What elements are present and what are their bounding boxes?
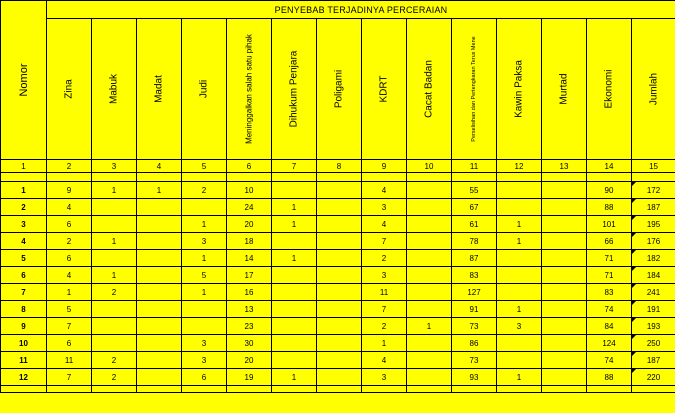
table-cell	[137, 233, 182, 250]
table-cell: 74	[587, 301, 632, 318]
nomor-label: Nomor	[17, 63, 30, 97]
spacer-cell	[1, 173, 47, 182]
row-number: 3	[1, 216, 47, 233]
table-cell: 71	[587, 267, 632, 284]
total-cell: 241	[632, 284, 675, 301]
column-number: 6	[227, 160, 272, 173]
table-cell	[542, 267, 587, 284]
table-cell	[542, 216, 587, 233]
table-cell: 3	[362, 199, 407, 216]
table-cell: 7	[362, 301, 407, 318]
spacer-cell	[92, 386, 137, 393]
table-row	[1, 284, 675, 301]
column-header	[497, 19, 542, 160]
table-cell	[317, 250, 362, 267]
table-cell: 2	[182, 182, 227, 199]
column-header	[407, 19, 452, 160]
table-cell: 3	[182, 352, 227, 369]
table-cell: 20	[227, 352, 272, 369]
column-header	[587, 19, 632, 160]
table-cell: 101	[587, 216, 632, 233]
table-cell: 66	[587, 233, 632, 250]
table-cell: 86	[452, 335, 497, 352]
table-cell: 78	[452, 233, 497, 250]
table-cell: 16	[227, 284, 272, 301]
spacer-cell	[497, 173, 542, 182]
table-cell: 91	[452, 301, 497, 318]
column-header	[182, 19, 227, 160]
total-cell: 193	[632, 318, 675, 335]
spacer-cell	[92, 173, 137, 182]
table-cell: 90	[587, 182, 632, 199]
table-cell	[137, 284, 182, 301]
table-cell: 5	[47, 301, 92, 318]
total-cell: 187	[632, 352, 675, 369]
column-number: 12	[497, 160, 542, 173]
table-cell	[317, 233, 362, 250]
table-cell	[272, 335, 317, 352]
table-cell: 71	[587, 250, 632, 267]
table-cell	[92, 199, 137, 216]
column-header-label: Perselisihan dan Pertengkaran Terus Mene	[471, 36, 477, 142]
table-cell	[542, 369, 587, 386]
table-cell: 30	[227, 335, 272, 352]
table-cell	[407, 352, 452, 369]
table-cell	[182, 199, 227, 216]
table-cell: 3	[362, 369, 407, 386]
column-number: 8	[317, 160, 362, 173]
column-header	[452, 19, 497, 160]
table-cell: 11	[47, 352, 92, 369]
table-title: PENYEBAB TERJADINYA PERCERAIAN	[47, 1, 675, 19]
table-cell: 2	[362, 318, 407, 335]
column-number: 14	[587, 160, 632, 173]
column-header-label: Cacat Badan	[423, 60, 435, 118]
row-number: 7	[1, 284, 47, 301]
spacer-cell	[407, 386, 452, 393]
table-cell: 73	[452, 352, 497, 369]
table-row	[1, 233, 675, 250]
table-cell	[272, 233, 317, 250]
table-row	[1, 335, 675, 352]
table-cell: 1	[272, 216, 317, 233]
spacer-cell	[272, 386, 317, 393]
spacer-cell	[452, 173, 497, 182]
column-header-label: Jumlah	[648, 72, 660, 106]
table-cell	[272, 318, 317, 335]
table-cell: 127	[452, 284, 497, 301]
row-number: 5	[1, 250, 47, 267]
table-row	[1, 301, 675, 318]
table-cell	[317, 369, 362, 386]
table-row	[1, 352, 675, 369]
table-cell	[542, 335, 587, 352]
table-cell: 61	[452, 216, 497, 233]
table-cell: 24	[227, 199, 272, 216]
table-cell	[407, 301, 452, 318]
table-cell	[137, 267, 182, 284]
spacer-cell	[182, 386, 227, 393]
spacer-cell	[227, 386, 272, 393]
table-cell: 1	[92, 182, 137, 199]
table-cell: 88	[587, 369, 632, 386]
spacer-cell	[362, 386, 407, 393]
spacer-cell	[272, 173, 317, 182]
table-cell: 1	[182, 284, 227, 301]
table-cell	[137, 199, 182, 216]
table-cell	[272, 182, 317, 199]
table-row	[1, 199, 675, 216]
table-cell: 1	[497, 369, 542, 386]
column-header	[362, 19, 407, 160]
table-cell	[137, 216, 182, 233]
table-cell	[497, 199, 542, 216]
table-cell: 5	[182, 267, 227, 284]
total-cell: 184	[632, 267, 675, 284]
table-cell	[317, 199, 362, 216]
column-number: 3	[92, 160, 137, 173]
table-cell	[317, 301, 362, 318]
column-header-label: KDRT	[378, 75, 390, 103]
total-cell: 220	[632, 369, 675, 386]
table-cell	[497, 182, 542, 199]
table-cell: 55	[452, 182, 497, 199]
table-cell: 10	[227, 182, 272, 199]
table-cell	[92, 250, 137, 267]
column-header-label: Meninggalkan salah satu pihak	[244, 34, 254, 144]
table-cell: 1	[137, 182, 182, 199]
table-cell: 4	[47, 267, 92, 284]
row-number: 1	[1, 182, 47, 199]
table-cell: 18	[227, 233, 272, 250]
table-cell: 19	[227, 369, 272, 386]
table-cell	[317, 352, 362, 369]
column-header-label: Mabuk	[108, 73, 120, 105]
table-cell: 87	[452, 250, 497, 267]
table-cell: 3	[182, 233, 227, 250]
row-number: 10	[1, 335, 47, 352]
table-row	[1, 216, 675, 233]
spacer-cell	[632, 386, 675, 393]
total-cell: 172	[632, 182, 675, 199]
table-cell: 2	[92, 369, 137, 386]
spacer-cell	[182, 173, 227, 182]
column-number: 1	[1, 160, 47, 173]
spacer-cell	[317, 386, 362, 393]
table-cell: 7	[362, 233, 407, 250]
table-cell: 93	[452, 369, 497, 386]
row-number: 9	[1, 318, 47, 335]
column-header	[272, 19, 317, 160]
table-cell	[317, 318, 362, 335]
table-cell: 23	[227, 318, 272, 335]
spacer-cell	[497, 386, 542, 393]
table-cell: 67	[452, 199, 497, 216]
table-cell: 1	[182, 216, 227, 233]
column-header	[137, 19, 182, 160]
table-cell	[542, 301, 587, 318]
table-cell	[542, 284, 587, 301]
column-number: 15	[632, 160, 675, 173]
total-cell: 176	[632, 233, 675, 250]
column-header-label: Poligami	[333, 69, 345, 109]
spacer-cell	[632, 173, 675, 182]
table-cell: 1	[497, 301, 542, 318]
total-cell: 250	[632, 335, 675, 352]
table-cell	[137, 301, 182, 318]
column-header	[47, 19, 92, 160]
table-cell: 1	[272, 199, 317, 216]
table-cell	[542, 250, 587, 267]
table-cell: 7	[47, 318, 92, 335]
table-cell	[407, 199, 452, 216]
column-number: 9	[362, 160, 407, 173]
table-cell	[92, 318, 137, 335]
spacer-cell	[47, 386, 92, 393]
table-cell: 2	[92, 284, 137, 301]
table-cell	[272, 352, 317, 369]
column-number: 2	[47, 160, 92, 173]
row-number: 4	[1, 233, 47, 250]
table-cell	[272, 284, 317, 301]
table-cell: 4	[362, 216, 407, 233]
table-cell	[317, 182, 362, 199]
column-header-label: Zina	[63, 79, 75, 99]
table-cell: 2	[362, 250, 407, 267]
table-cell	[542, 182, 587, 199]
table-cell: 6	[47, 216, 92, 233]
column-number: 4	[137, 160, 182, 173]
table-cell: 84	[587, 318, 632, 335]
column-number: 11	[452, 160, 497, 173]
table-cell: 73	[452, 318, 497, 335]
row-number: 2	[1, 199, 47, 216]
column-number: 13	[542, 160, 587, 173]
spacer-cell	[317, 173, 362, 182]
table-cell	[542, 352, 587, 369]
column-header	[92, 19, 137, 160]
table-row	[1, 182, 675, 199]
spacer-cell	[137, 173, 182, 182]
table-cell: 6	[47, 250, 92, 267]
table-cell: 6	[182, 369, 227, 386]
table-cell	[92, 301, 137, 318]
table-cell	[317, 284, 362, 301]
table-row	[1, 267, 675, 284]
table-cell	[497, 250, 542, 267]
table-cell	[137, 369, 182, 386]
table-cell: 1	[272, 250, 317, 267]
table-cell: 1	[407, 318, 452, 335]
table-cell: 2	[92, 352, 137, 369]
spacer-cell	[587, 173, 632, 182]
column-number: 10	[407, 160, 452, 173]
spacer-cell	[362, 173, 407, 182]
table-row	[1, 250, 675, 267]
table-cell	[497, 267, 542, 284]
column-header-label: Kawin Paksa	[513, 60, 525, 118]
spacer-cell	[407, 173, 452, 182]
table-cell	[407, 182, 452, 199]
table-cell: 20	[227, 216, 272, 233]
table-cell: 6	[47, 335, 92, 352]
table-cell: 83	[587, 284, 632, 301]
spacer-cell	[452, 386, 497, 393]
table-cell: 1	[497, 216, 542, 233]
table-cell: 1	[92, 267, 137, 284]
table-cell: 1	[92, 233, 137, 250]
table-cell	[92, 335, 137, 352]
total-cell: 182	[632, 250, 675, 267]
table-cell: 11	[362, 284, 407, 301]
column-header	[317, 19, 362, 160]
table-cell: 17	[227, 267, 272, 284]
table-cell: 3	[362, 267, 407, 284]
table-cell	[137, 352, 182, 369]
table-cell	[542, 199, 587, 216]
table-cell	[137, 318, 182, 335]
table-cell: 1	[182, 250, 227, 267]
table-cell: 4	[47, 199, 92, 216]
table-cell: 13	[227, 301, 272, 318]
table-cell: 74	[587, 352, 632, 369]
table-cell	[317, 216, 362, 233]
table-row	[1, 369, 675, 386]
column-header	[542, 19, 587, 160]
table-cell	[137, 335, 182, 352]
table-cell	[92, 216, 137, 233]
table-row	[1, 318, 675, 335]
table-cell	[272, 301, 317, 318]
spacer-cell	[47, 173, 92, 182]
spacer-cell	[587, 386, 632, 393]
column-header	[632, 19, 675, 160]
column-header	[227, 19, 272, 160]
table-cell: 4	[362, 352, 407, 369]
table-cell	[407, 284, 452, 301]
table-cell: 1	[272, 369, 317, 386]
table-cell: 3	[182, 335, 227, 352]
spacer-cell	[227, 173, 272, 182]
table-cell	[407, 233, 452, 250]
table-cell	[272, 267, 317, 284]
row-number: 12	[1, 369, 47, 386]
table-cell	[407, 369, 452, 386]
table-cell	[407, 216, 452, 233]
table-cell	[317, 267, 362, 284]
table-cell	[542, 233, 587, 250]
table-cell	[497, 284, 542, 301]
column-header-label: Judi	[198, 79, 210, 99]
row-number: 11	[1, 352, 47, 369]
table-cell	[407, 335, 452, 352]
table-cell	[497, 335, 542, 352]
table-cell: 4	[362, 182, 407, 199]
column-number: 7	[272, 160, 317, 173]
table-cell	[407, 250, 452, 267]
table-cell: 83	[452, 267, 497, 284]
spacer-cell	[542, 173, 587, 182]
column-header-label: Madat	[153, 75, 165, 103]
column-header-label: Murtad	[558, 73, 570, 105]
spacer-cell	[1, 386, 47, 393]
table-cell	[137, 250, 182, 267]
table-cell: 9	[47, 182, 92, 199]
column-header-label: Ekonomi	[603, 69, 615, 109]
table-cell: 3	[497, 318, 542, 335]
table-cell: 14	[227, 250, 272, 267]
table-cell: 2	[47, 233, 92, 250]
spacer-cell	[542, 386, 587, 393]
table-cell	[407, 267, 452, 284]
table-cell: 1	[362, 335, 407, 352]
column-header-label: Dihukum Penjara	[288, 50, 300, 128]
total-cell: 191	[632, 301, 675, 318]
nomor-header	[1, 1, 47, 160]
table-cell	[542, 318, 587, 335]
row-number: 6	[1, 267, 47, 284]
total-cell: 187	[632, 199, 675, 216]
table-cell: 124	[587, 335, 632, 352]
table-cell: 1	[497, 233, 542, 250]
table-cell	[497, 352, 542, 369]
table-cell: 7	[47, 369, 92, 386]
column-number: 5	[182, 160, 227, 173]
table-cell	[182, 301, 227, 318]
table-cell: 1	[47, 284, 92, 301]
table-cell	[317, 335, 362, 352]
table-cell: 88	[587, 199, 632, 216]
row-number: 8	[1, 301, 47, 318]
table-cell	[182, 318, 227, 335]
spacer-cell	[137, 386, 182, 393]
total-cell: 195	[632, 216, 675, 233]
